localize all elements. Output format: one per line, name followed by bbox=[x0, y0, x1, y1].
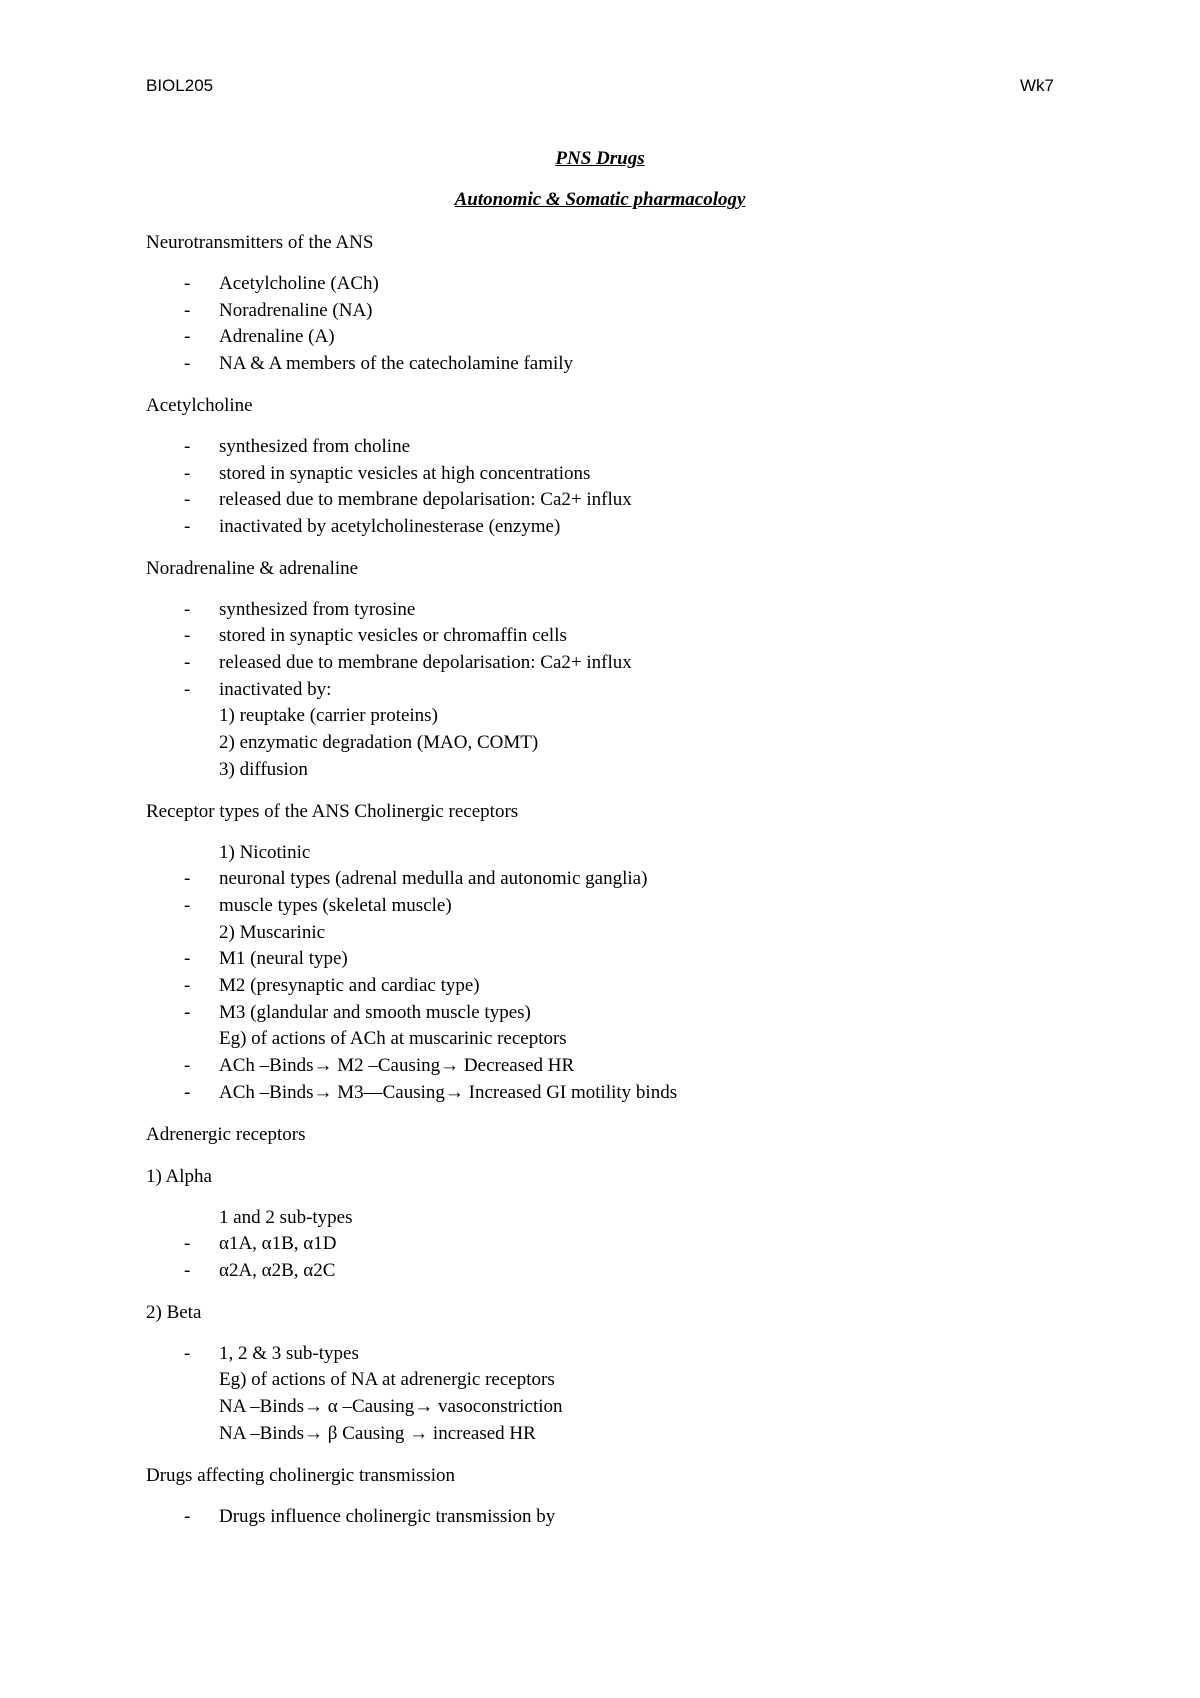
dash-bullet: - bbox=[184, 299, 191, 321]
list-item bbox=[146, 893, 1066, 920]
document-title: PNS Drugs bbox=[555, 148, 645, 169]
section bbox=[146, 1121, 1066, 1148]
section-heading: Acetylcholine bbox=[146, 394, 253, 416]
list-item bbox=[146, 623, 1066, 650]
bullet-list bbox=[146, 597, 1066, 784]
list-item-text: M1 (neural type) bbox=[219, 948, 348, 970]
list-item bbox=[146, 677, 1066, 704]
dash-bullet: - bbox=[184, 975, 191, 997]
list-item-text: released due to membrane depolarisation: Ca2+ influx bbox=[219, 652, 632, 674]
section bbox=[146, 392, 1066, 541]
bullet-list bbox=[146, 1504, 1066, 1531]
list-item bbox=[146, 650, 1066, 677]
list-item-text: muscle types (skeletal muscle) bbox=[219, 894, 452, 916]
dash-bullet: - bbox=[184, 1342, 191, 1364]
list-item bbox=[146, 351, 1066, 378]
dash-bullet: - bbox=[184, 1505, 191, 1527]
list-item-text: inactivated by acetylcholinesterase (enzyme) bbox=[219, 515, 561, 537]
section bbox=[146, 1462, 1066, 1531]
dash-bullet: - bbox=[184, 868, 191, 890]
section-heading: Adrenergic receptors bbox=[146, 1123, 306, 1145]
list-item-text: NA & A members of the catecholamine family bbox=[219, 353, 574, 375]
list-item bbox=[146, 1080, 1066, 1107]
section bbox=[146, 229, 1066, 378]
list-item bbox=[146, 1026, 1066, 1053]
list-item-text: stored in synaptic vesicles or chromaffin cells bbox=[219, 625, 567, 647]
list-item bbox=[146, 1231, 1066, 1258]
list-item-text: 1) Nicotinic bbox=[219, 841, 311, 863]
list-item bbox=[146, 730, 1066, 757]
section-heading: Drugs affecting cholinergic transmission bbox=[146, 1464, 456, 1486]
section bbox=[146, 798, 1066, 1107]
section-heading: Receptor types of the ANS Cholinergic receptors bbox=[146, 800, 519, 822]
list-item-text: Noradrenaline (NA) bbox=[219, 299, 373, 321]
list-item-text: M2 (presynaptic and cardiac type) bbox=[219, 975, 480, 997]
list-item bbox=[146, 1000, 1066, 1027]
list-item bbox=[146, 840, 1066, 867]
dash-bullet: - bbox=[184, 462, 191, 484]
list-item-text: stored in synaptic vesicles at high concentrations bbox=[219, 462, 591, 484]
list-item-text: released due to membrane depolarisation: Ca2+ influx bbox=[219, 489, 632, 511]
list-item bbox=[146, 1394, 1066, 1421]
list-item bbox=[146, 1053, 1066, 1080]
list-item-text: 1, 2 & 3 sub-types bbox=[219, 1342, 359, 1364]
section-heading: 1) Alpha bbox=[146, 1165, 212, 1187]
dash-bullet: - bbox=[184, 948, 191, 970]
list-item bbox=[146, 1367, 1066, 1394]
list-item bbox=[146, 920, 1066, 947]
list-item-text: Eg) of actions of NA at adrenergic receptors bbox=[219, 1369, 555, 1391]
list-item bbox=[146, 487, 1066, 514]
list-item-text: 1) reuptake (carrier proteins) bbox=[219, 705, 438, 727]
dash-bullet: - bbox=[184, 1055, 191, 1077]
dash-bullet: - bbox=[184, 489, 191, 511]
bullet-list bbox=[146, 1341, 1066, 1448]
list-item-text: Adrenaline (A) bbox=[219, 326, 335, 348]
list-item-text: Drugs influence cholinergic transmission by bbox=[219, 1505, 556, 1527]
list-item bbox=[146, 271, 1066, 298]
list-item bbox=[146, 1258, 1066, 1285]
list-item bbox=[146, 597, 1066, 624]
section-heading: Neurotransmitters of the ANS bbox=[146, 232, 374, 253]
list-item-text: ACh –Binds→ M3—Causing→ Increased GI motility binds bbox=[219, 1081, 678, 1103]
section-heading: Noradrenaline & adrenaline bbox=[146, 557, 359, 579]
dash-bullet: - bbox=[184, 273, 191, 294]
list-item-text: inactivated by: bbox=[219, 678, 332, 700]
list-item bbox=[146, 434, 1066, 461]
header-week: Wk7 bbox=[1020, 76, 1054, 95]
dash-bullet: - bbox=[184, 515, 191, 537]
list-item bbox=[146, 703, 1066, 730]
dash-bullet: - bbox=[184, 678, 191, 700]
list-item-text: 3) diffusion bbox=[219, 758, 308, 780]
dash-bullet: - bbox=[184, 625, 191, 647]
list-item bbox=[146, 1341, 1066, 1368]
document-body bbox=[146, 229, 1066, 1544]
list-item bbox=[146, 946, 1066, 973]
dash-bullet: - bbox=[184, 1001, 191, 1023]
bullet-list bbox=[146, 271, 1066, 378]
list-item bbox=[146, 757, 1066, 784]
dash-bullet: - bbox=[184, 435, 191, 457]
list-item bbox=[146, 1205, 1066, 1232]
list-item bbox=[146, 1504, 1066, 1531]
bullet-list bbox=[146, 840, 1066, 1107]
list-item-text: α1A, α1B, α1D bbox=[219, 1233, 337, 1255]
list-item bbox=[146, 514, 1066, 541]
list-item bbox=[146, 324, 1066, 351]
bullet-list bbox=[146, 1205, 1066, 1285]
list-item bbox=[146, 973, 1066, 1000]
list-item-text: ACh –Binds→ M2 –Causing→ Decreased HR bbox=[219, 1055, 575, 1077]
dash-bullet: - bbox=[184, 598, 191, 620]
header-course-code: BIOL205 bbox=[146, 76, 214, 95]
section bbox=[146, 1163, 1066, 1285]
list-item-text: synthesized from choline bbox=[219, 435, 411, 457]
list-item-text: 1 and 2 sub-types bbox=[219, 1206, 353, 1228]
dash-bullet: - bbox=[184, 1081, 191, 1103]
list-item-text: neuronal types (adrenal medulla and autonomic ganglia) bbox=[219, 868, 648, 890]
list-item-text: synthesized from tyrosine bbox=[219, 598, 416, 620]
list-item-text: M3 (glandular and smooth muscle types) bbox=[219, 1001, 531, 1023]
document-subtitle: Autonomic & Somatic pharmacology bbox=[454, 189, 746, 210]
section-heading: 2) Beta bbox=[146, 1301, 202, 1323]
list-item-text: α2A, α2B, α2C bbox=[219, 1259, 336, 1281]
dash-bullet: - bbox=[184, 326, 191, 348]
list-item-text: NA –Binds→ β Causing → increased HR bbox=[219, 1422, 536, 1444]
list-item bbox=[146, 866, 1066, 893]
list-item-text: 2) Muscarinic bbox=[219, 921, 326, 943]
dash-bullet: - bbox=[184, 1233, 191, 1255]
list-item-text: NA –Binds→ α –Causing→ vasoconstriction bbox=[219, 1396, 563, 1418]
list-item-text: Eg) of actions of ACh at muscarinic receptors bbox=[219, 1028, 567, 1050]
section bbox=[146, 1299, 1066, 1448]
bullet-list bbox=[146, 434, 1066, 541]
list-item-text: 2) enzymatic degradation (MAO, COMT) bbox=[219, 732, 539, 754]
section bbox=[146, 555, 1066, 784]
list-item-text: Acetylcholine (ACh) bbox=[219, 273, 379, 294]
dash-bullet: - bbox=[184, 652, 191, 674]
list-item bbox=[146, 1421, 1066, 1448]
dash-bullet: - bbox=[184, 353, 191, 375]
list-item bbox=[146, 461, 1066, 488]
dash-bullet: - bbox=[184, 1259, 191, 1281]
dash-bullet: - bbox=[184, 894, 191, 916]
list-item bbox=[146, 298, 1066, 325]
